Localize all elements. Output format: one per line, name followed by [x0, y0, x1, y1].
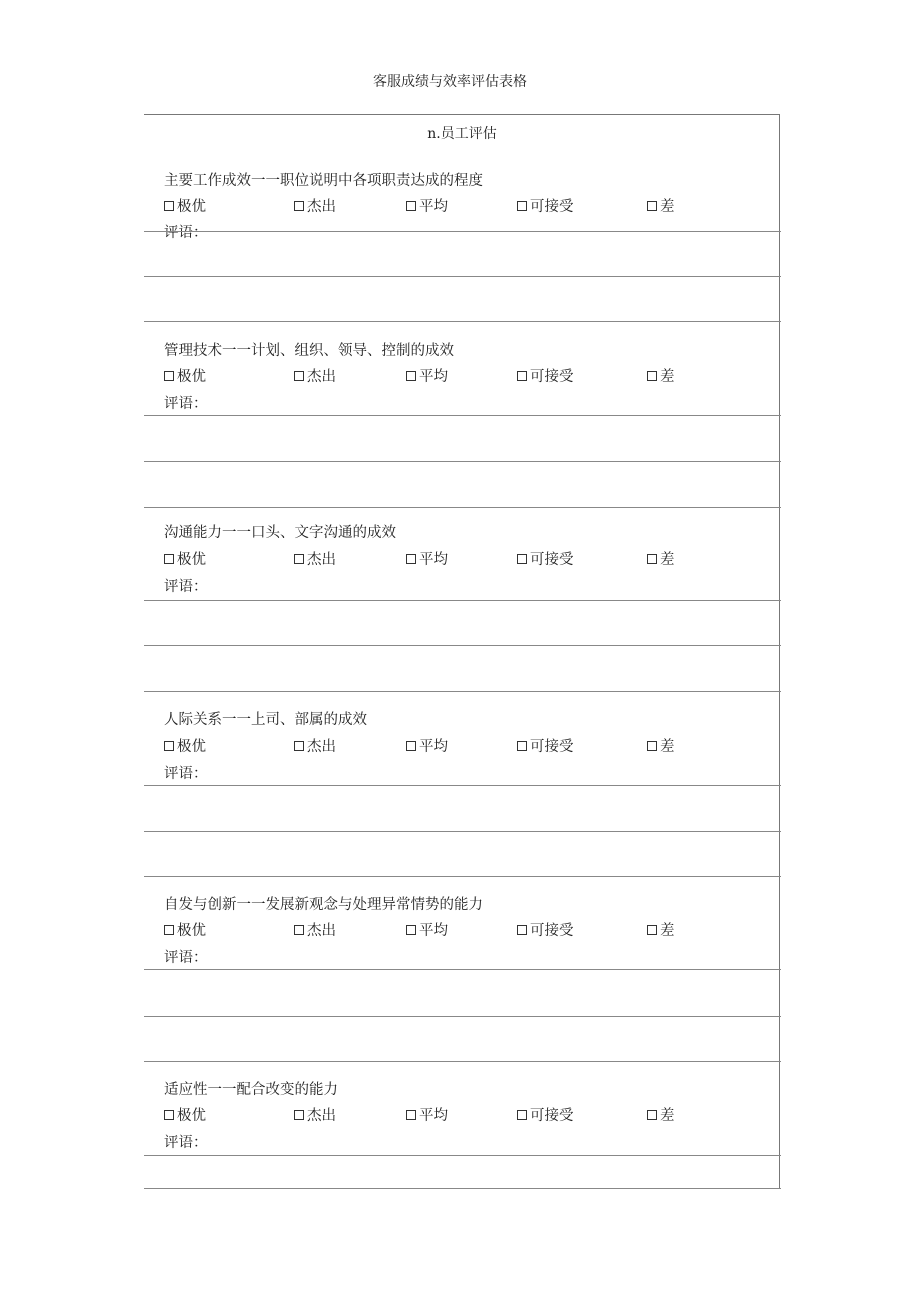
checkbox-icon[interactable] [406, 1110, 416, 1120]
rating-option-excellent[interactable]: 极优 [164, 1104, 206, 1125]
checkbox-icon[interactable] [406, 925, 416, 935]
comment-label: 评语： [164, 225, 208, 241]
rating-option-poor[interactable]: 差 [647, 919, 675, 940]
question-title: 沟通能力一一口头、文字沟通的成效 [164, 525, 396, 541]
divider [144, 645, 781, 646]
rating-option-excellent[interactable]: 极优 [164, 548, 206, 569]
comment-label: 评语： [164, 396, 208, 412]
divider [144, 1188, 781, 1189]
checkbox-icon[interactable] [164, 925, 174, 935]
rating-option-average[interactable]: 平均 [406, 548, 448, 569]
divider [144, 831, 781, 832]
rating-option-average[interactable]: 平均 [406, 735, 448, 756]
checkbox-icon[interactable] [294, 201, 304, 211]
rating-option-poor[interactable]: 差 [647, 735, 675, 756]
checkbox-icon[interactable] [294, 371, 304, 381]
rating-option-average[interactable]: 平均 [406, 195, 448, 216]
rating-option-poor[interactable]: 差 [647, 1104, 675, 1125]
rating-option-average[interactable]: 平均 [406, 365, 448, 386]
rating-option-excellent[interactable]: 极优 [164, 919, 206, 940]
checkbox-icon[interactable] [517, 925, 527, 935]
divider [144, 691, 781, 692]
comment-label: 评语： [164, 1135, 208, 1151]
checkbox-icon[interactable] [164, 554, 174, 564]
rating-option-poor[interactable]: 差 [647, 195, 675, 216]
rating-option-poor[interactable]: 差 [647, 548, 675, 569]
comment-label: 评语： [164, 950, 208, 966]
divider [144, 507, 781, 508]
question-title: 自发与创新一一发展新观念与处理异常情势的能力 [164, 897, 483, 913]
checkbox-icon[interactable] [647, 554, 657, 564]
rating-option-acceptable[interactable]: 可接受 [517, 548, 574, 569]
question-title: 主要工作成效一一职位说明中各项职责达成的程度 [164, 173, 483, 189]
divider [144, 1155, 781, 1156]
checkbox-icon[interactable] [517, 741, 527, 751]
rating-option-acceptable[interactable]: 可接受 [517, 365, 574, 386]
rating-option-outstanding[interactable]: 杰出 [294, 735, 336, 756]
checkbox-icon[interactable] [647, 925, 657, 935]
divider [144, 415, 781, 416]
checkbox-icon[interactable] [164, 1110, 174, 1120]
divider [144, 1061, 781, 1062]
divider [144, 876, 781, 877]
rating-option-acceptable[interactable]: 可接受 [517, 195, 574, 216]
divider [144, 969, 781, 970]
checkbox-icon[interactable] [406, 371, 416, 381]
question-title: 管理技术一一计划、组织、领导、控制的成效 [164, 343, 454, 359]
checkbox-icon[interactable] [647, 201, 657, 211]
rating-option-average[interactable]: 平均 [406, 1104, 448, 1125]
divider [144, 1016, 781, 1017]
rating-option-average[interactable]: 平均 [406, 919, 448, 940]
divider [144, 785, 781, 786]
divider [144, 600, 781, 601]
divider [144, 276, 781, 277]
rating-option-acceptable[interactable]: 可接受 [517, 1104, 574, 1125]
checkbox-icon[interactable] [647, 741, 657, 751]
divider [144, 231, 781, 232]
checkbox-icon[interactable] [517, 201, 527, 211]
checkbox-icon[interactable] [294, 925, 304, 935]
rating-option-outstanding[interactable]: 杰出 [294, 919, 336, 940]
checkbox-icon[interactable] [647, 1110, 657, 1120]
divider [144, 461, 781, 462]
comment-label-clip [160, 218, 240, 241]
question-title: 人际关系一一上司、部属的成效 [164, 712, 367, 728]
comment-label: 评语： [164, 766, 208, 782]
rating-option-acceptable[interactable]: 可接受 [517, 735, 574, 756]
section-heading: n.员工评估 [427, 126, 497, 142]
checkbox-icon[interactable] [517, 1110, 527, 1120]
rating-option-excellent[interactable]: 极优 [164, 735, 206, 756]
checkbox-icon[interactable] [517, 371, 527, 381]
question-title: 适应性一一配合改变的能力 [164, 1082, 338, 1098]
rating-option-outstanding[interactable]: 杰出 [294, 195, 336, 216]
checkbox-icon[interactable] [294, 741, 304, 751]
checkbox-icon[interactable] [517, 554, 527, 564]
checkbox-icon[interactable] [164, 371, 174, 381]
rating-option-outstanding[interactable]: 杰出 [294, 365, 336, 386]
rating-option-outstanding[interactable]: 杰出 [294, 548, 336, 569]
checkbox-icon[interactable] [406, 741, 416, 751]
divider [144, 321, 781, 322]
checkbox-icon[interactable] [294, 1110, 304, 1120]
checkbox-icon[interactable] [406, 554, 416, 564]
checkbox-icon[interactable] [647, 371, 657, 381]
rating-option-excellent[interactable]: 极优 [164, 365, 206, 386]
rating-option-excellent[interactable]: 极优 [164, 195, 206, 216]
rating-option-poor[interactable]: 差 [647, 365, 675, 386]
rating-option-outstanding[interactable]: 杰出 [294, 1104, 336, 1125]
checkbox-icon[interactable] [294, 554, 304, 564]
document-title: 客服成绩与效率评估表格 [373, 74, 527, 90]
checkbox-icon[interactable] [164, 201, 174, 211]
checkbox-icon[interactable] [164, 741, 174, 751]
checkbox-icon[interactable] [406, 201, 416, 211]
rating-option-acceptable[interactable]: 可接受 [517, 919, 574, 940]
comment-label: 评语： [164, 579, 208, 595]
